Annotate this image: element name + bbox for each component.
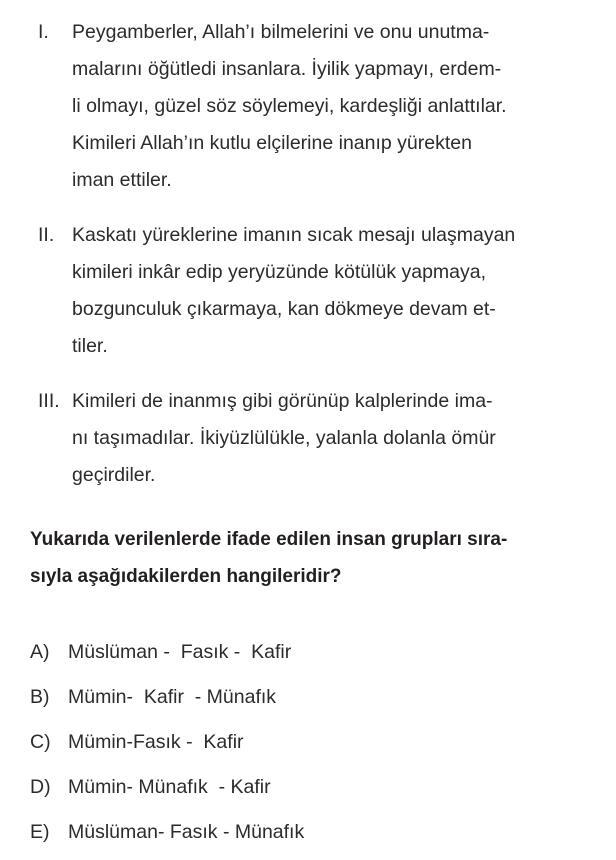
option-letter: E) <box>30 821 50 843</box>
statement-text <box>72 217 598 365</box>
question-stem <box>30 521 600 595</box>
option-c[interactable] <box>30 720 600 765</box>
statement-line: iman ettiler. <box>72 169 172 191</box>
option-text: Müslüman - Fasık - Kafir <box>68 641 292 663</box>
statement-line: bozgunculuk çıkarmaya, kan dökmeye devam et- <box>72 298 496 320</box>
statement-text <box>72 383 598 494</box>
question-line: sıyla aşağıdakilerden hangileridir? <box>30 566 342 587</box>
statement-numeral: II. <box>38 224 55 246</box>
option-e[interactable] <box>30 810 600 855</box>
statement-line: li olmayı, güzel söz söylemeyi, kardeşliği anlattılar. <box>72 95 507 117</box>
option-d[interactable] <box>30 765 600 810</box>
statement-2 <box>38 217 598 365</box>
statements-list <box>38 14 598 512</box>
statement-line: nı taşımadılar. İkiyüzlülükle, yalanla dolanla ömür <box>72 427 496 449</box>
answer-options <box>30 630 600 855</box>
statement-line: Peygamberler, Allah’ı bilmelerini ve onu unutma- <box>72 21 490 43</box>
option-letter: B) <box>30 686 50 708</box>
statement-numeral: III. <box>38 390 60 412</box>
option-text: Mümin- Münafık - Kafir <box>68 776 271 798</box>
option-b[interactable] <box>30 675 600 720</box>
statement-line: Kimileri Allah’ın kutlu elçilerine inanıp yürekten <box>72 132 472 154</box>
option-letter: D) <box>30 776 51 798</box>
option-text: Müslüman- Fasık - Münafık <box>68 821 305 843</box>
statement-numeral: I. <box>38 21 49 43</box>
statement-line: kimileri inkâr edip yeryüzünde kötülük yapmaya, <box>72 261 487 283</box>
option-text: Mümin- Kafir - Münafık <box>68 686 277 708</box>
statement-text <box>72 14 598 199</box>
statement-line: malarını öğütledi insanlara. İyilik yapmayı, erdem- <box>72 58 502 80</box>
option-letter: A) <box>30 641 50 663</box>
option-a[interactable] <box>30 630 600 675</box>
question-line: Yukarıda verilenlerde ifade edilen insan grupları sıra- <box>30 529 508 550</box>
option-letter: C) <box>30 731 51 753</box>
statement-line: geçirdiler. <box>72 464 156 486</box>
statement-line: tiler. <box>72 335 108 357</box>
statement-line: Kimileri de inanmış gibi görünüp kalplerinde ima- <box>72 390 493 412</box>
statement-1 <box>38 14 598 199</box>
statement-3 <box>38 383 598 494</box>
statement-line: Kaskatı yüreklerine imanın sıcak mesajı ulaşmayan <box>72 224 516 246</box>
option-text: Mümin-Fasık - Kafir <box>68 731 244 753</box>
